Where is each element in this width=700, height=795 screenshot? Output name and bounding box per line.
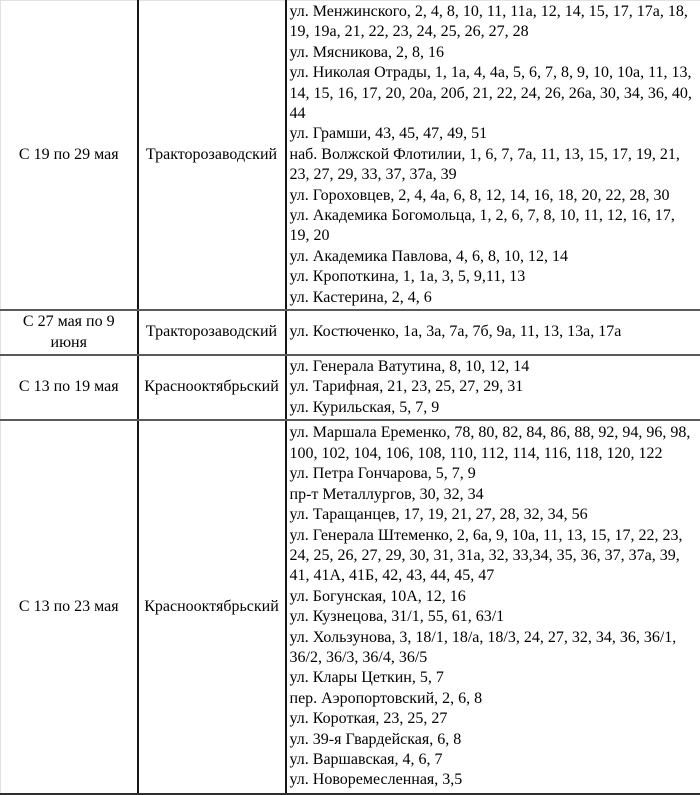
streets-cell [286, 1, 700, 311]
street-line: ул. Менжинского, 2, 4, 8, 10, 11, 11а, 12, 14, 15, 17, 17а, 18, 19, 19а, 21, 22, 23, 24, 25, 26, 27, 28 [290, 2, 698, 43]
period-cell: С 13 по 23 мая [1, 420, 138, 794]
street-line: ул. Маршала Еременко, 78, 80, 82, 84, 86, 88, 92, 94, 96, 98, 100, 102, 104, 106, 108, 110, 112, 114, 116, 118, 120, 122 [290, 423, 698, 464]
street-line: ул. Костюченко, 1а, 3а, 7а, 7б, 9а, 11, 13, 13а, 17а [290, 322, 698, 342]
street-line: ул. Богунская, 10А, 12, 16 [290, 587, 698, 607]
streets-cell [286, 355, 700, 420]
district-cell: Тракторозаводский [138, 1, 286, 311]
street-line: ул. Хользунова, 3, 18/1, 18/а, 18/3, 24, 27, 32, 34, 36, 36/1, 36/2, 36/3, 36/4, 36/5 [290, 628, 698, 669]
street-line: ул. Академика Богомольца, 1, 2, 6, 7, 8, 10, 11, 12, 16, 17, 19, 20 [290, 206, 698, 247]
schedule-table-body [1, 1, 700, 795]
street-line: ул. Грамши, 43, 45, 47, 49, 51 [290, 124, 698, 144]
street-line: ул. Кузнецова, 31/1, 55, 61, 63/1 [290, 607, 698, 627]
table-row [1, 420, 700, 794]
street-line: ул. Варшавская, 4, 6, 7 [290, 750, 698, 770]
street-line: ул. Таращанцев, 17, 19, 21, 27, 28, 32, 34, 56 [290, 505, 698, 525]
table-row [1, 1, 700, 311]
street-line: ул. Кропоткина, 1, 1а, 3, 5, 9,11, 13 [290, 267, 698, 287]
district-cell: Краснооктябрьский [138, 355, 286, 420]
period-cell: С 27 мая по 9 июня [1, 310, 138, 355]
district-cell: Тракторозаводский [138, 310, 286, 355]
street-line: ул. Кастерина, 2, 4, 6 [290, 288, 698, 308]
street-line: ул. Тарифная, 21, 23, 25, 27, 29, 31 [290, 377, 698, 397]
street-line: ул. Генерала Штеменко, 2, 6а, 9, 10а, 11, 13, 15, 17, 22, 23, 24, 25, 26, 27, 29, 30, 31, 31а, 32, 33,34, 35, 36, 37, 37а, 39, 41, 41А, 41Б, 42, 43, 44, 45, 47 [290, 526, 698, 587]
street-line: ул. Курильская, 5, 7, 9 [290, 398, 698, 418]
period-cell: С 19 по 29 мая [1, 1, 138, 311]
street-line: ул. Николая Отрады, 1, 1а, 4, 4а, 5, 6, 7, 8, 9, 10, 10а, 11, 13, 14, 15, 16, 17, 20, 20а, 20б, 21, 22, 24, 26, 26а, 30, 34, 36, 40, 44 [290, 63, 698, 124]
street-line: ул. Мясникова, 2, 8, 16 [290, 43, 698, 63]
street-line: ул. 39-я Гвардейская, 6, 8 [290, 730, 698, 750]
street-line: пр-т Металлургов, 30, 32, 34 [290, 485, 698, 505]
street-line: ул. Петра Гончарова, 5, 7, 9 [290, 464, 698, 484]
street-line: ул. Новоремесленная, 3,5 [290, 770, 698, 790]
table-row [1, 310, 700, 355]
street-line: наб. Волжской Флотилии, 1, 6, 7, 7а, 11, 13, 15, 17, 19, 21, 23, 27, 29, 33, 37, 37а, 39 [290, 145, 698, 186]
table-row [1, 355, 700, 420]
street-line: ул. Гороховцев, 2, 4, 4а, 6, 8, 12, 14, 16, 18, 20, 22, 28, 30 [290, 186, 698, 206]
period-cell: С 13 по 19 мая [1, 355, 138, 420]
street-line: пер. Аэропортовский, 2, 6, 8 [290, 689, 698, 709]
streets-cell [286, 420, 700, 794]
street-line: ул. Академика Павлова, 4, 6, 8, 10, 12, 14 [290, 247, 698, 267]
street-line: ул. Генерала Ватутина, 8, 10, 12, 14 [290, 357, 698, 377]
street-line: ул. Клары Цеткин, 5, 7 [290, 668, 698, 688]
street-line: ул. Короткая, 23, 25, 27 [290, 709, 698, 729]
district-cell: Краснооктябрьский [138, 420, 286, 794]
streets-cell [286, 310, 700, 355]
